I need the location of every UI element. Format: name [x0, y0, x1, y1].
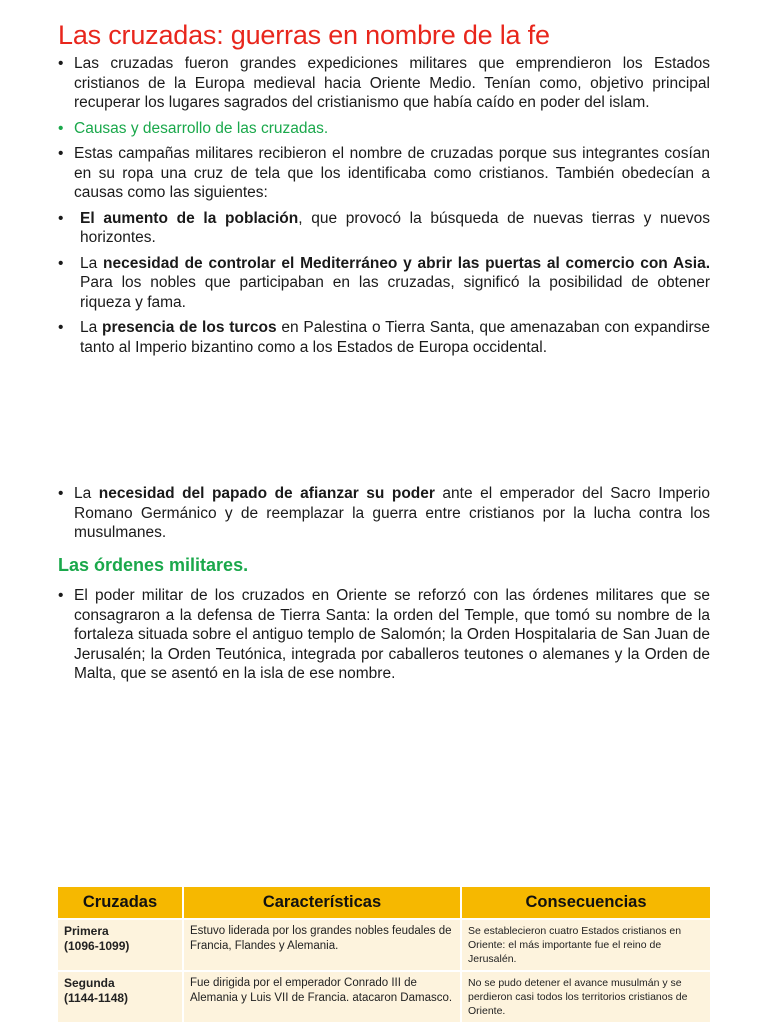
cruzada-name: Segunda [64, 976, 115, 990]
bullet-icon: • [58, 319, 64, 336]
cruzada-name-cell [58, 919, 183, 971]
table-header-row [58, 887, 710, 919]
table-row [58, 919, 710, 971]
header-caracteristicas: Características [183, 887, 461, 919]
bullet-icon: • [58, 145, 64, 162]
causa-4-rest: ante el emperador del Sacro Imperio Romano Germánico y de reemplazar la guerra entre cristianos por la lucha contra los musulmanes. [74, 485, 710, 541]
bullet-causa-1 [58, 209, 710, 248]
bullet-causa-2 [58, 254, 710, 313]
ordenes-text: El poder militar de los cruzados en Oriente se reforzó con las órdenes militares que se consagraron a la defensa de Tierra Santa: la orden del Temple, que tomó su nombre de la fortaleza situada sobre el antiguo templo de Salomón; la Orden Hospitalaria de San Juan de Jerusalén; la Orden Teutónica, integrada por caballeros teutones o alemanes y la Orden de Malta, que se asentó en la isla de ese nombre. [74, 587, 710, 682]
bullet-causa-4 [58, 484, 710, 543]
causa-1-bold: El aumento de la población [80, 209, 299, 227]
bullet-causa-3 [58, 318, 710, 357]
campanas-text: Estas campañas militares recibieron el nombre de cruzadas porque sus integrantes cosían en su ropa una cruz de tela que los identificaba como cristianos. También obedecían a causas como las siguientes: [74, 145, 710, 201]
intro-text: Las cruzadas fueron grandes expediciones militares que emprendieron los Estados cristianos de la Europa medieval hacia Oriente Medio. Tenían como, objetivo principal recuperar los lugares sagrados del cristianismo que había caído en poder del islam. [74, 55, 710, 111]
bullet-intro [58, 54, 710, 113]
causa-3-pre: La [80, 319, 103, 336]
cruzadas-table [58, 887, 710, 1022]
bullet-causas-heading [58, 119, 710, 139]
bullet-icon: • [58, 55, 64, 72]
causa-1-rest: , que provocó la búsqueda de nuevas tierras y nuevos horizontes. [80, 209, 710, 246]
intro-section [58, 54, 710, 363]
bullet-campanas [58, 144, 710, 203]
bullet-icon: • [58, 209, 64, 227]
cruzada-name: Primera [64, 924, 109, 938]
causa-4-section [58, 484, 710, 549]
causa-2-pre: La [80, 254, 104, 272]
causa-3-rest: en Palestina o Tierra Santa, que amenazaban con expandirse tanto al Imperio bizantino como a los Estados de Europa occidental. [80, 319, 710, 356]
consecuencias-cell: Se establecieron cuatro Estados cristianos en Oriente: el más importante fue el reino de Jerusalén. [461, 919, 710, 971]
causas-heading: Causas y desarrollo de las cruzadas. [74, 119, 329, 137]
cruzada-name-cell [58, 971, 183, 1022]
table-row [58, 971, 710, 1022]
bullet-icon: • [58, 119, 64, 137]
caracteristicas-cell: Estuvo liderada por los grandes nobles feudales de Francia, Flandes y Alemania. [183, 919, 461, 971]
causa-4-bold: necesidad del papado de afianzar su poder [98, 485, 435, 502]
header-consecuencias: Consecuencias [461, 887, 710, 919]
ordenes-section [58, 586, 710, 690]
caracteristicas-cell: Fue dirigida por el emperador Conrado III de Alemania y Luis VII de Francia. atacaron Damasco. [183, 971, 461, 1022]
consecuencias-cell: No se pudo detener el avance musulmán y se perdieron casi todos los territorios cristianos de Oriente. [461, 971, 710, 1022]
causa-2-bold: necesidad de controlar el Mediterráneo y abrir las puertas al comercio con Asia. [103, 254, 710, 272]
page-title: Las cruzadas: guerras en nombre de la fe [58, 20, 550, 50]
causa-2-rest: Para los nobles que participaban en las cruzadas, significó la posibilidad de obtener riqueza y fama. [80, 274, 710, 311]
cruzada-years: (1144-1148) [64, 991, 129, 1005]
header-cruzadas: Cruzadas [58, 887, 183, 919]
ordenes-heading: Las órdenes militares. [58, 555, 249, 575]
bullet-icon: • [58, 485, 64, 502]
causa-4-pre: La [74, 485, 99, 502]
cruzada-years: (1096-1099) [64, 939, 130, 953]
causa-3-bold: presencia de los turcos [102, 319, 277, 336]
bullet-icon: • [58, 587, 64, 604]
bullet-ordenes [58, 586, 710, 684]
bullet-icon: • [58, 254, 64, 272]
